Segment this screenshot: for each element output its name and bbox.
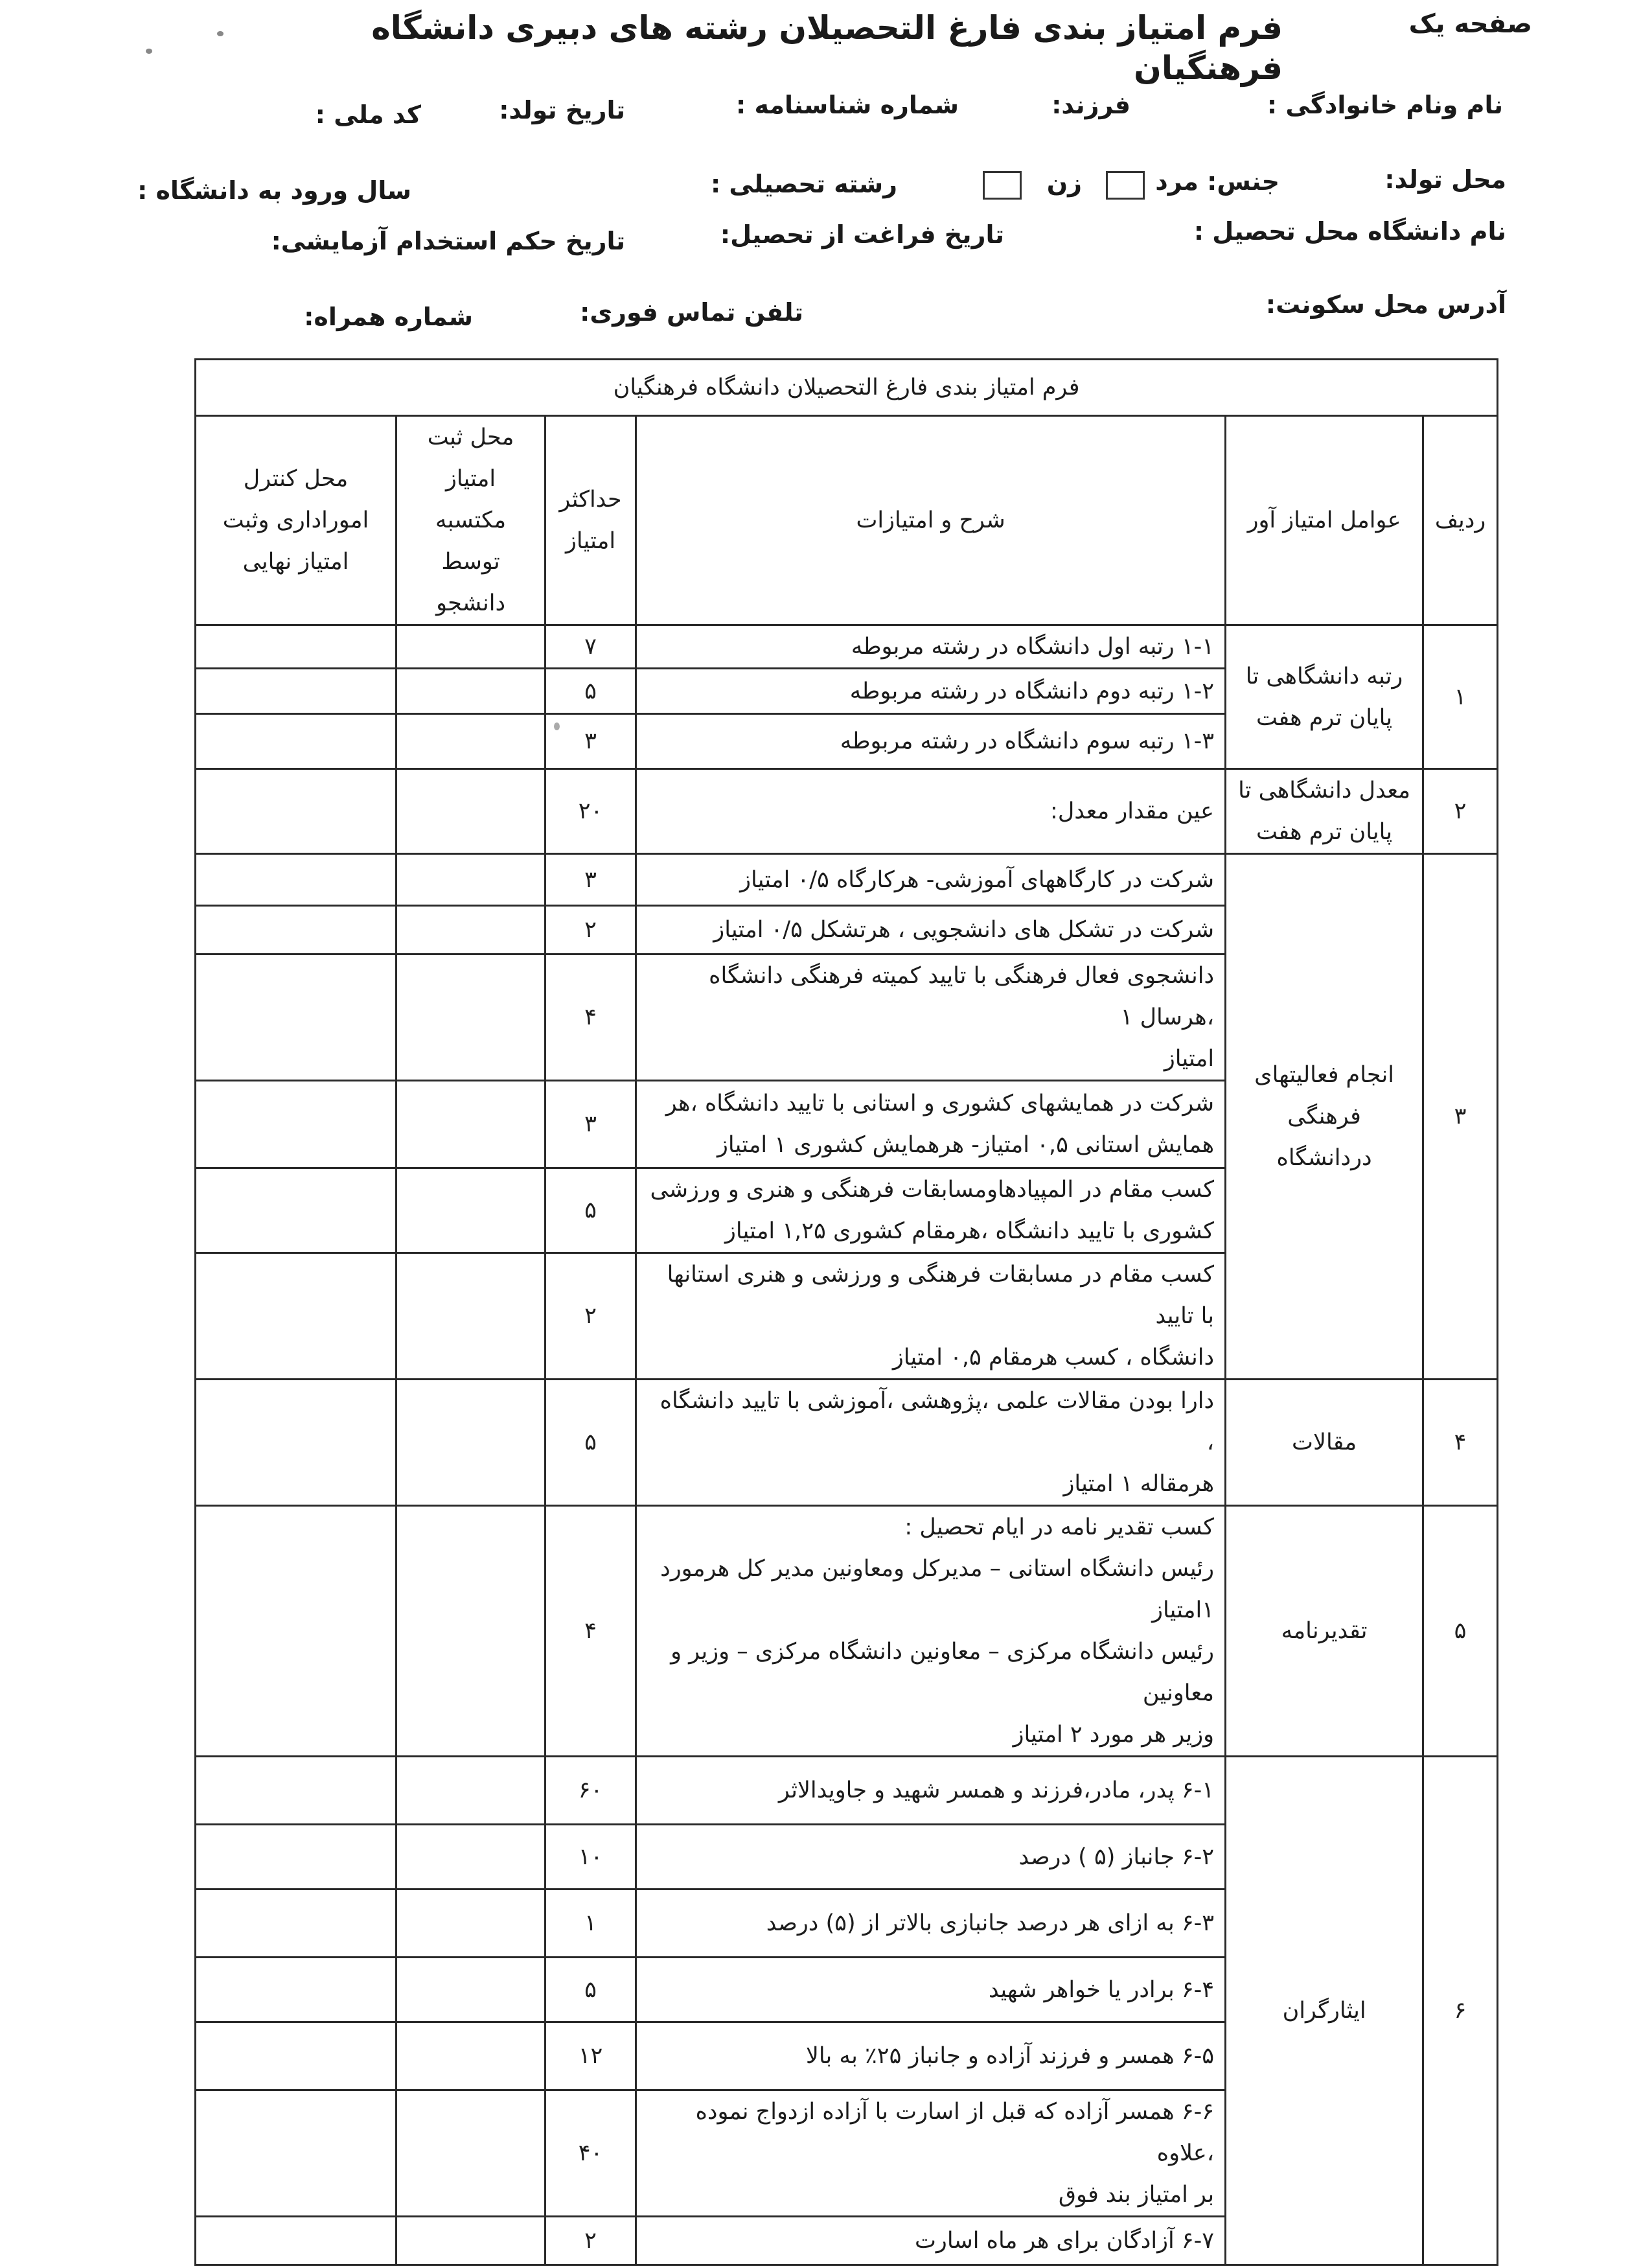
header-final-score-line: امتیاز نهایی bbox=[242, 549, 349, 575]
row-number: ۲ bbox=[1423, 769, 1498, 854]
table-title: فرم امتیاز بندی فارغ التحصیلان دانشگاه فرهنگیان bbox=[196, 360, 1498, 416]
table-header-row bbox=[196, 416, 1498, 625]
max-score: ۳ bbox=[545, 714, 636, 769]
student-score-cell[interactable] bbox=[396, 1253, 545, 1380]
scan-speck bbox=[146, 49, 152, 54]
score-description-line: رئیس دانشگاه استانی – مدیرکل ومعاونین مدیر کل هرمورد bbox=[660, 1556, 1215, 1582]
emergency-phone-label: تلفن تماس فوری: bbox=[580, 298, 803, 327]
student-score-cell[interactable] bbox=[396, 1506, 545, 1757]
final-score-cell[interactable] bbox=[196, 1506, 396, 1757]
max-score: ۵ bbox=[545, 1168, 636, 1253]
score-factor bbox=[1226, 1380, 1423, 1506]
score-description bbox=[636, 1757, 1226, 1825]
page-title: فرم امتیاز بندی فارغ التحصیلان رشته های دبیری دانشگاه فرهنگیان bbox=[371, 9, 1283, 87]
score-description-line: ۶-۷ آزادگان برای هر ماه اسارت bbox=[914, 2228, 1215, 2254]
header-max-score-line: حداکثر bbox=[559, 487, 622, 513]
student-score-cell[interactable] bbox=[396, 2217, 545, 2265]
university-name-label: نام دانشگاه محل تحصیل : bbox=[1193, 217, 1506, 246]
score-factor bbox=[1226, 854, 1423, 1380]
final-score-cell[interactable] bbox=[196, 2217, 396, 2265]
final-score-cell[interactable] bbox=[196, 1168, 396, 1253]
score-description-line: دانشجوی فعال فرهنگی با تایید کمیته فرهنگی دانشگاه ،هرسال ۱ bbox=[709, 963, 1215, 1030]
score-factor-line: انجام فعالیتهای bbox=[1254, 1062, 1394, 1088]
score-factor-line: تقدیرنامه bbox=[1281, 1618, 1368, 1644]
score-description bbox=[636, 906, 1226, 954]
child-of-label: فرزند: bbox=[1051, 91, 1130, 119]
score-factor-line: رتبه دانشگاهی تا bbox=[1245, 663, 1403, 689]
score-description bbox=[636, 1168, 1226, 1253]
student-score-cell[interactable] bbox=[396, 1890, 545, 1958]
row-number: ۶ bbox=[1423, 1757, 1498, 2265]
header-max-score-line: امتیاز bbox=[565, 528, 616, 554]
final-score-cell[interactable] bbox=[196, 2090, 396, 2217]
max-score: ۳ bbox=[545, 854, 636, 906]
header-max-score bbox=[545, 416, 636, 625]
score-description bbox=[636, 1380, 1226, 1506]
score-description bbox=[636, 669, 1226, 714]
student-score-cell[interactable] bbox=[396, 954, 545, 1081]
header-final-score-line: محل کنترل bbox=[243, 466, 349, 492]
header-factor: عوامل امتیاز آور bbox=[1226, 416, 1423, 625]
max-score: ۵ bbox=[545, 669, 636, 714]
header-student-score-line: توسط دانشجو bbox=[436, 549, 506, 616]
max-score: ۷ bbox=[545, 625, 636, 669]
score-description-line: هرمقاله ۱ امتیاز bbox=[1063, 1471, 1215, 1497]
max-score: ۴ bbox=[545, 954, 636, 1081]
max-score: ۱۲ bbox=[545, 2022, 636, 2090]
final-score-cell[interactable] bbox=[196, 1825, 396, 1890]
final-score-cell[interactable] bbox=[196, 2022, 396, 2090]
score-description bbox=[636, 769, 1226, 854]
max-score: ۶۰ bbox=[545, 1757, 636, 1825]
score-description-line: کشوری با تایید دانشگاه ،هرمقام کشوری ۱,۲۵ امتیاز bbox=[725, 1218, 1215, 1244]
score-factor-line: ایثارگران bbox=[1282, 1998, 1366, 2024]
student-score-cell[interactable] bbox=[396, 854, 545, 906]
table-title-row bbox=[196, 360, 1498, 416]
probation-date-label: تاریخ حکم استخدام آزمایشی: bbox=[271, 227, 625, 255]
score-description bbox=[636, 2022, 1226, 2090]
final-score-cell[interactable] bbox=[196, 954, 396, 1081]
full-name-label: نام ونام خانوادگی : bbox=[1267, 91, 1503, 119]
score-description-line: رئیس دانشگاه مرکزی – معاونین دانشگاه مرکزی – وزیر و معاونین bbox=[671, 1639, 1215, 1706]
score-description bbox=[636, 1506, 1226, 1757]
score-description bbox=[636, 2217, 1226, 2265]
score-description bbox=[636, 1253, 1226, 1380]
score-description-line: وزیر هر مورد ۲ امتیاز bbox=[1013, 1722, 1215, 1748]
final-score-cell[interactable] bbox=[196, 1890, 396, 1958]
header-final-score-line: اموراداری وثبت bbox=[222, 507, 369, 533]
score-description bbox=[636, 714, 1226, 769]
score-description-line: همایش استانی ۰,۵ امتیاز- هرهمایش کشوری ۱ امتیاز bbox=[717, 1132, 1215, 1158]
score-factor bbox=[1226, 1757, 1423, 2265]
score-description-line: ۶-۵ همسر و فرزند آزاده و جانباز ۲۵٪ به بالا bbox=[805, 2043, 1215, 2069]
max-score: ۲ bbox=[545, 1253, 636, 1380]
score-description bbox=[636, 1958, 1226, 2022]
table-row bbox=[196, 625, 1498, 669]
score-description bbox=[636, 954, 1226, 1081]
score-factor-line: پایان ترم هفت bbox=[1256, 704, 1393, 731]
score-description bbox=[636, 625, 1226, 669]
graduation-date-label: تاریخ فراغت از تحصیل: bbox=[720, 220, 1004, 249]
score-description-line: ۶-۱ پدر، مادر،فرزند و همسر شهید و جاویدالاثر bbox=[778, 1777, 1215, 1803]
page-label: صفحه یک bbox=[1408, 9, 1532, 39]
score-description-line: ۶-۲ جانباز (۵ ) درصد bbox=[1018, 1844, 1215, 1870]
score-factor-line: مقالات bbox=[1292, 1429, 1357, 1455]
final-score-cell[interactable] bbox=[196, 625, 396, 669]
scan-speck bbox=[554, 723, 560, 730]
table-row bbox=[196, 1506, 1498, 1757]
max-score: ۱ bbox=[545, 1890, 636, 1958]
score-description-line: ۱-۲ رتبه دوم دانشگاه در رشته مربوطه bbox=[849, 678, 1215, 704]
score-description-line: کسب مقام در مسابقات فرهنگی و ورزشی و هنری استانها با تایید bbox=[667, 1262, 1215, 1329]
score-factor bbox=[1226, 1506, 1423, 1757]
student-score-cell[interactable] bbox=[396, 625, 545, 669]
header-final-score bbox=[196, 416, 396, 625]
max-score: ۲ bbox=[545, 2217, 636, 2265]
student-score-cell[interactable] bbox=[396, 2090, 545, 2217]
score-description-line: ۶-۴ برادر یا خواهر شهید bbox=[989, 1976, 1215, 2003]
score-factor bbox=[1226, 769, 1423, 854]
score-description bbox=[636, 1825, 1226, 1890]
score-description-line: ۶-۶ همسر آزاده که قبل از اسارت با آزاده ازدواج نموده ،علاوه bbox=[695, 2099, 1215, 2166]
score-description-line: ۶-۳ به ازای هر درصد جانبازی بالاتر از (۵) درصد bbox=[766, 1910, 1215, 1936]
score-description-line: کسب مقام در المپیادهاومسابقات فرهنگی و هنری و ورزشی bbox=[650, 1177, 1215, 1203]
max-score: ۴۰ bbox=[545, 2090, 636, 2217]
final-score-cell[interactable] bbox=[196, 1081, 396, 1168]
final-score-cell[interactable] bbox=[196, 854, 396, 906]
table-row bbox=[196, 1380, 1498, 1506]
birth-place-label: محل تولد: bbox=[1384, 165, 1506, 194]
final-score-cell[interactable] bbox=[196, 669, 396, 714]
national-code-label: کد ملی : bbox=[315, 100, 421, 129]
gender-female-label: زن bbox=[1046, 168, 1082, 197]
max-score: ۱۰ bbox=[545, 1825, 636, 1890]
score-description bbox=[636, 1081, 1226, 1168]
table-row bbox=[196, 854, 1498, 906]
student-score-cell[interactable] bbox=[396, 769, 545, 854]
row-number: ۵ bbox=[1423, 1506, 1498, 1757]
header-student-score-line: محل ثبت bbox=[427, 424, 514, 450]
mobile-label: شماره همراه: bbox=[304, 303, 473, 331]
scoring-table bbox=[194, 358, 1498, 2266]
score-description-line: دانشگاه ، کسب هرمقام ۰,۵ امتیاز bbox=[892, 1345, 1215, 1370]
score-description bbox=[636, 1890, 1226, 1958]
score-factor-line: معدل دانشگاهی تا bbox=[1238, 778, 1411, 804]
max-score: ۳ bbox=[545, 1081, 636, 1168]
id-number-label: شماره شناسنامه : bbox=[736, 91, 959, 119]
row-number: ۳ bbox=[1423, 854, 1498, 1380]
row-number: ۴ bbox=[1423, 1380, 1498, 1506]
final-score-cell[interactable] bbox=[196, 714, 396, 769]
final-score-cell[interactable] bbox=[196, 1253, 396, 1380]
gender-male-label: جنس: مرد bbox=[1155, 167, 1279, 196]
final-score-cell[interactable] bbox=[196, 1757, 396, 1825]
score-description-line: شرکت در تشکل های دانشجویی ، هرتشکل ۰/۵ امتیاز bbox=[713, 917, 1215, 943]
gender-male-checkbox[interactable] bbox=[1106, 171, 1145, 200]
header-description: شرح و امتیازات bbox=[636, 416, 1226, 625]
student-score-cell[interactable] bbox=[396, 1380, 545, 1506]
score-description-line: شرکت در همایشهای کشوری و استانی با تایید دانشگاه ،هر bbox=[665, 1091, 1215, 1116]
score-description-line: عین مقدار معدل: bbox=[1050, 798, 1215, 824]
scan-speck bbox=[217, 31, 224, 36]
student-score-cell[interactable] bbox=[396, 2022, 545, 2090]
score-description bbox=[636, 854, 1226, 906]
max-score: ۲۰ bbox=[545, 769, 636, 854]
birth-date-label: تاریخ تولد: bbox=[499, 96, 625, 124]
student-score-cell[interactable] bbox=[396, 714, 545, 769]
student-score-cell[interactable] bbox=[396, 1081, 545, 1168]
student-score-cell[interactable] bbox=[396, 1168, 545, 1253]
score-description-line: دارا بودن مقالات علمی ،پژوهشی ،آموزشی با تایید دانشگاه ، bbox=[660, 1388, 1215, 1455]
header-row-no: ردیف bbox=[1423, 416, 1498, 625]
score-factor-line: پایان ترم هفت bbox=[1256, 819, 1393, 845]
score-description-line: ۱-۱ رتبه اول دانشگاه در رشته مربوطه bbox=[851, 634, 1215, 660]
student-score-cell[interactable] bbox=[396, 669, 545, 714]
final-score-cell[interactable] bbox=[196, 1380, 396, 1506]
score-description-line: ۱امتیاز bbox=[1152, 1597, 1215, 1623]
table-row bbox=[196, 769, 1498, 854]
score-description-line: ۱-۳ رتبه سوم دانشگاه در رشته مربوطه bbox=[840, 728, 1215, 754]
score-description-line: امتیاز bbox=[1164, 1046, 1215, 1072]
student-score-cell[interactable] bbox=[396, 906, 545, 954]
gender-female-checkbox[interactable] bbox=[983, 171, 1022, 200]
field-of-study-label: رشته تحصیلی : bbox=[710, 170, 897, 198]
max-score: ۵ bbox=[545, 1380, 636, 1506]
row-number: ۱ bbox=[1423, 625, 1498, 769]
max-score: ۵ bbox=[545, 1958, 636, 2022]
max-score: ۲ bbox=[545, 906, 636, 954]
header-student-score-line: امتیاز مکتسبه bbox=[435, 466, 507, 533]
student-score-cell[interactable] bbox=[396, 1757, 545, 1825]
score-description bbox=[636, 2090, 1226, 2217]
score-description-line: بر امتیاز بند فوق bbox=[1058, 2182, 1215, 2208]
header-student-score bbox=[396, 416, 545, 625]
student-score-cell[interactable] bbox=[396, 1825, 545, 1890]
address-label: آدرس محل سکونت: bbox=[1265, 290, 1506, 319]
score-factor-line: فرهنگی دردانشگاه bbox=[1276, 1104, 1372, 1171]
final-score-cell[interactable] bbox=[196, 906, 396, 954]
table-row bbox=[196, 1757, 1498, 1825]
score-description-line: کسب تقدیر نامه در ایام تحصیل : bbox=[904, 1514, 1215, 1540]
final-score-cell[interactable] bbox=[196, 769, 396, 854]
score-factor bbox=[1226, 625, 1423, 769]
final-score-cell[interactable] bbox=[196, 1958, 396, 2022]
student-score-cell[interactable] bbox=[396, 1958, 545, 2022]
score-description-line: شرکت در کارگاههای آموزشی- هرکارگاه ۰/۵ امتیاز bbox=[740, 866, 1215, 893]
max-score: ۴ bbox=[545, 1506, 636, 1757]
entry-year-label: سال ورود به دانشگاه : bbox=[137, 176, 411, 205]
